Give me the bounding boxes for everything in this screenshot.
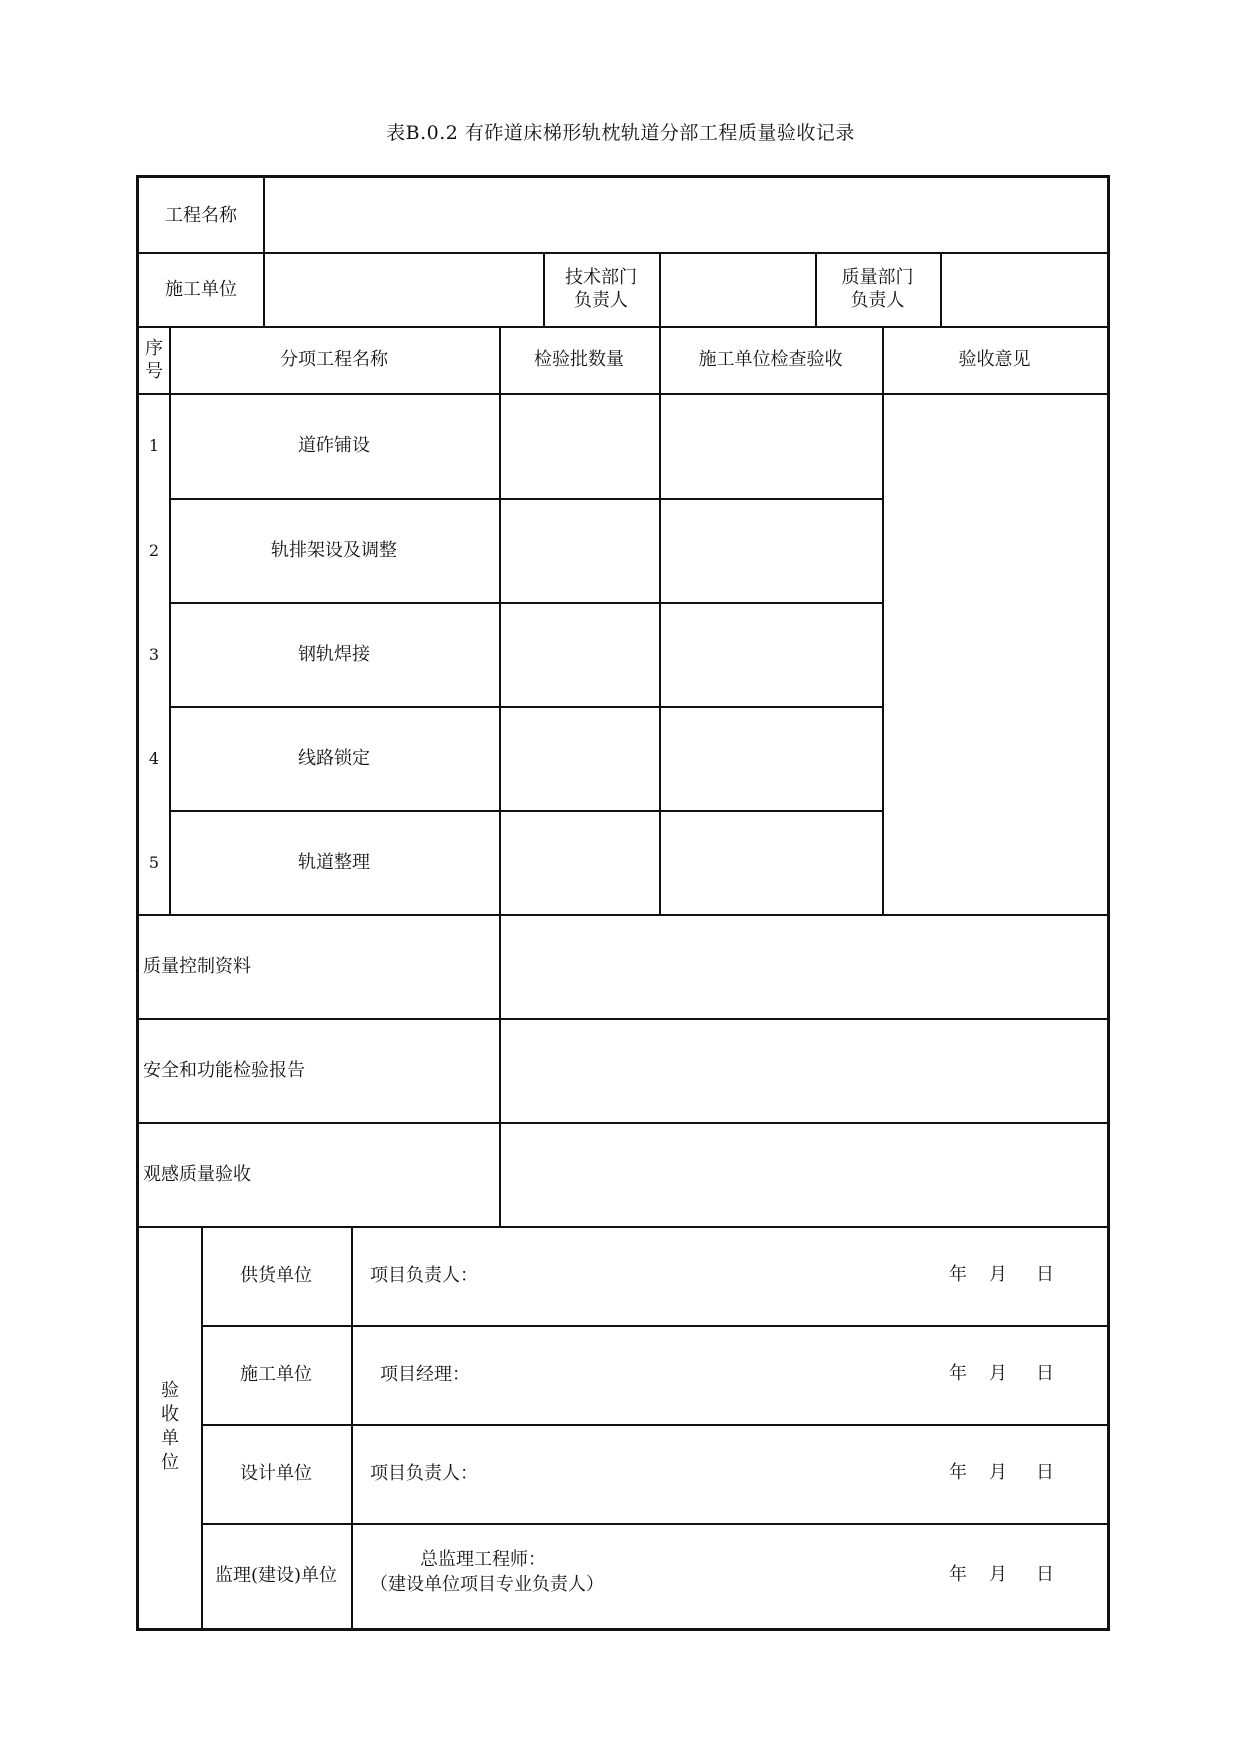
item-name: 轨排架设及调整 xyxy=(271,539,397,561)
item-name: 轨道整理 xyxy=(298,851,370,873)
date-month: 月 xyxy=(989,1264,1007,1285)
signer-label: 项目经理： xyxy=(380,1364,470,1385)
tech-dept-label-line1: 技术部门 xyxy=(565,267,637,288)
date-year: 年 xyxy=(949,1363,967,1384)
acceptance-label-char: 位 xyxy=(161,1452,179,1473)
col-divider xyxy=(499,326,501,1226)
item-name: 钢轨焊接 xyxy=(298,643,370,665)
seq-header-line2: 号 xyxy=(145,360,163,382)
opinion-header: 验收意见 xyxy=(958,349,1031,370)
quality-dept-label-line1: 质量部门 xyxy=(841,267,914,288)
safety-report-label: 安全和功能检验报告 xyxy=(143,1059,305,1081)
col-divider xyxy=(659,326,661,914)
date-day: 日 xyxy=(1036,1564,1054,1585)
unit-construction: 施工单位 xyxy=(240,1364,312,1385)
batch-count-header: 检验批数量 xyxy=(534,349,624,370)
date-month: 月 xyxy=(989,1564,1007,1585)
construction-unit-label: 施工单位 xyxy=(165,278,237,300)
item-no: 5 xyxy=(148,852,160,872)
date-year: 年 xyxy=(949,1564,967,1585)
quality-dept-label-line2: 负责人 xyxy=(850,290,905,311)
appearance-label: 观感质量验收 xyxy=(143,1163,251,1185)
col-divider xyxy=(940,252,942,326)
item-name: 道砟铺设 xyxy=(298,435,370,456)
unit-supervision: 监理(建设)单位 xyxy=(214,1565,338,1586)
col-divider xyxy=(659,252,661,326)
col-divider xyxy=(263,178,265,326)
quality-control-label: 质量控制资料 xyxy=(143,955,251,977)
item-name: 线路锁定 xyxy=(298,747,370,769)
item-name-header: 分项工程名称 xyxy=(280,349,388,370)
signer-label-secondary: （建设单位项目专业负责人） xyxy=(370,1574,604,1595)
project-name-label: 工程名称 xyxy=(165,204,237,226)
col-divider xyxy=(351,1226,353,1628)
date-month: 月 xyxy=(989,1363,1007,1384)
signer-label: 项目负责人： xyxy=(370,1265,478,1286)
acceptance-record-table xyxy=(136,175,1110,1631)
date-year: 年 xyxy=(949,1462,967,1483)
quality-dept-label xyxy=(815,252,940,326)
acceptance-label-char: 收 xyxy=(161,1404,179,1425)
item-no: 1 xyxy=(148,436,160,455)
unit-check-header: 施工单位检查验收 xyxy=(698,349,843,370)
date-day: 日 xyxy=(1036,1462,1054,1483)
unit-design: 设计单位 xyxy=(240,1463,312,1484)
item-no: 4 xyxy=(148,748,160,768)
tech-dept-label-line2: 负责人 xyxy=(574,290,628,311)
unit-supplier: 供货单位 xyxy=(240,1265,312,1286)
page-title: 表B.0.2 有砟道床梯形轨枕轨道分部工程质量验收记录 xyxy=(386,122,855,144)
seq-header-line1: 序 xyxy=(145,337,163,359)
date-day: 日 xyxy=(1036,1363,1054,1384)
col-divider xyxy=(882,326,884,914)
item-no: 2 xyxy=(148,540,160,560)
tech-dept-label xyxy=(543,252,659,326)
acceptance-unit-label xyxy=(139,1226,201,1628)
date-year: 年 xyxy=(949,1264,967,1285)
signer-label: 总监理工程师： xyxy=(420,1549,546,1570)
acceptance-label-char: 单 xyxy=(161,1428,179,1449)
acceptance-label-char: 验 xyxy=(161,1380,179,1401)
item-no: 3 xyxy=(148,644,160,664)
seq-header xyxy=(139,326,169,393)
date-day: 日 xyxy=(1036,1264,1054,1285)
signer-label: 项目负责人： xyxy=(370,1463,478,1484)
date-month: 月 xyxy=(989,1462,1007,1483)
